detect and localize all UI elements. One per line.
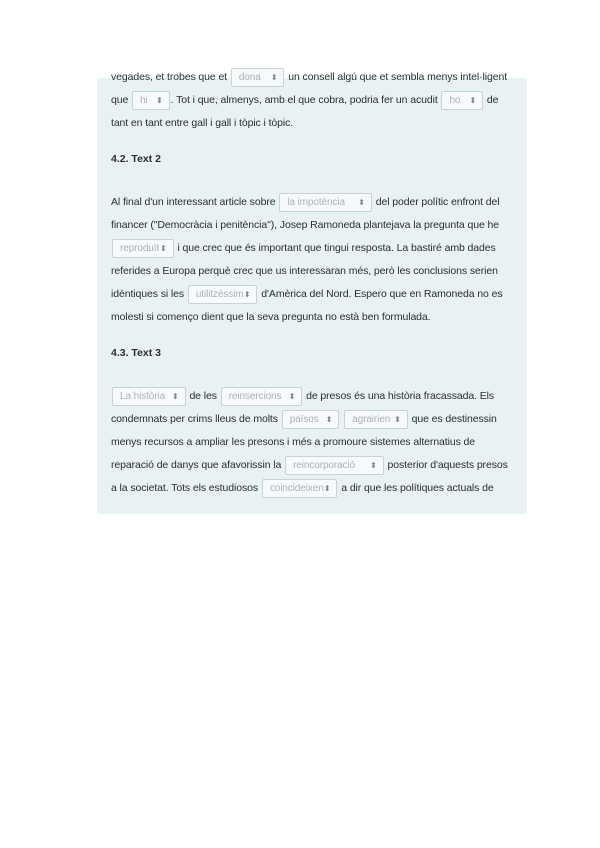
- text1-segment: vegades, et trobes que et: [111, 71, 227, 83]
- dropdown-agrairien[interactable]: agrairien ⬍: [344, 410, 408, 429]
- exercise-content: [111, 66, 515, 500]
- chevron-updown-icon: ⬍: [358, 197, 365, 207]
- text1-segment: . Tot i que, almenys, amb el que cobra, podria fer un acudit: [170, 94, 438, 106]
- text1-paragraph: [111, 66, 515, 135]
- dropdown-coincideixen[interactable]: coincideixen⬍: [262, 479, 338, 498]
- chevron-updown-icon: ⬍: [172, 391, 179, 401]
- chevron-updown-icon: ⬍: [288, 391, 296, 401]
- dropdown-hi[interactable]: hi ⬍: [132, 91, 170, 110]
- dropdown-reinsercions[interactable]: reinsercions ⬍: [221, 387, 303, 406]
- exercise-panel: [97, 71, 527, 514]
- chevron-updown-icon: ⬍: [325, 414, 333, 424]
- text1-segment: de tant en tant entre gall i gall i tòpic i tòpic.: [111, 94, 499, 129]
- text2-segment: del poder polític enfront del financer ("Democràcia i penitència"), Josep Ramoneda plantejava la pregunta que he: [111, 196, 500, 231]
- text2-segment: Al final d'un interessant article sobre: [111, 196, 276, 208]
- chevron-updown-icon: ⬍: [323, 483, 331, 493]
- text3-paragraph: [111, 385, 515, 500]
- dropdown-ho[interactable]: ho ⬍: [441, 91, 483, 110]
- chevron-updown-icon: ⬍: [270, 72, 278, 82]
- text3-segment: de presos és una història fracassada. Els condemnats per crims lleus de molts: [111, 390, 495, 425]
- section-heading-text3: 4.3. Text 3: [111, 347, 161, 359]
- chevron-updown-icon: ⬍: [156, 95, 163, 105]
- chevron-updown-icon: ⬍: [469, 95, 477, 105]
- dropdown-impotencia[interactable]: la impotència ⬍: [279, 193, 372, 212]
- text3-segment: de les: [189, 390, 217, 402]
- dropdown-utilitzessim[interactable]: utilitzéssim⬍: [188, 285, 258, 304]
- dropdown-historia[interactable]: La història ⬍: [112, 387, 186, 406]
- dropdown-reproduit[interactable]: reproduït⬍: [112, 239, 174, 258]
- text1-segment: un consell algú que et sembla menys intel·ligent que: [111, 71, 508, 106]
- chevron-updown-icon: ⬍: [370, 460, 377, 470]
- dropdown-dona[interactable]: dona ⬍: [231, 68, 285, 87]
- chevron-updown-icon: ⬍: [394, 414, 401, 424]
- chevron-updown-icon: ⬍: [243, 289, 251, 299]
- text3-segment: a dir que les polítiques actuals de: [341, 482, 494, 494]
- text2-segment: i que crec que és important que tingui resposta. La bastiré amb dades referides a Europa perquè crec que us interessaran més, però les conclusions serien idèntiques si les: [111, 242, 498, 300]
- dropdown-paisos[interactable]: països ⬍: [282, 410, 340, 429]
- section-heading-text2: 4.2. Text 2: [111, 153, 161, 165]
- text2-segment: d'Amèrica del Nord. Espero que en Ramoneda no es molesti si començo dient que la seva pregunta no està ben formulada.: [111, 288, 503, 323]
- text3-segment: que es destinessin menys recursos a ampliar les presons i més a promoure sistemes alternatius de reparació de danys que afavorissin la: [111, 413, 497, 471]
- text2-paragraph: [111, 191, 515, 329]
- dropdown-reincorporacio[interactable]: reincorporació ⬍: [285, 456, 384, 475]
- text3-segment: posterior d'aquests presos a la societat. Tots els estudiosos: [111, 459, 508, 494]
- chevron-updown-icon: ⬍: [160, 243, 167, 253]
